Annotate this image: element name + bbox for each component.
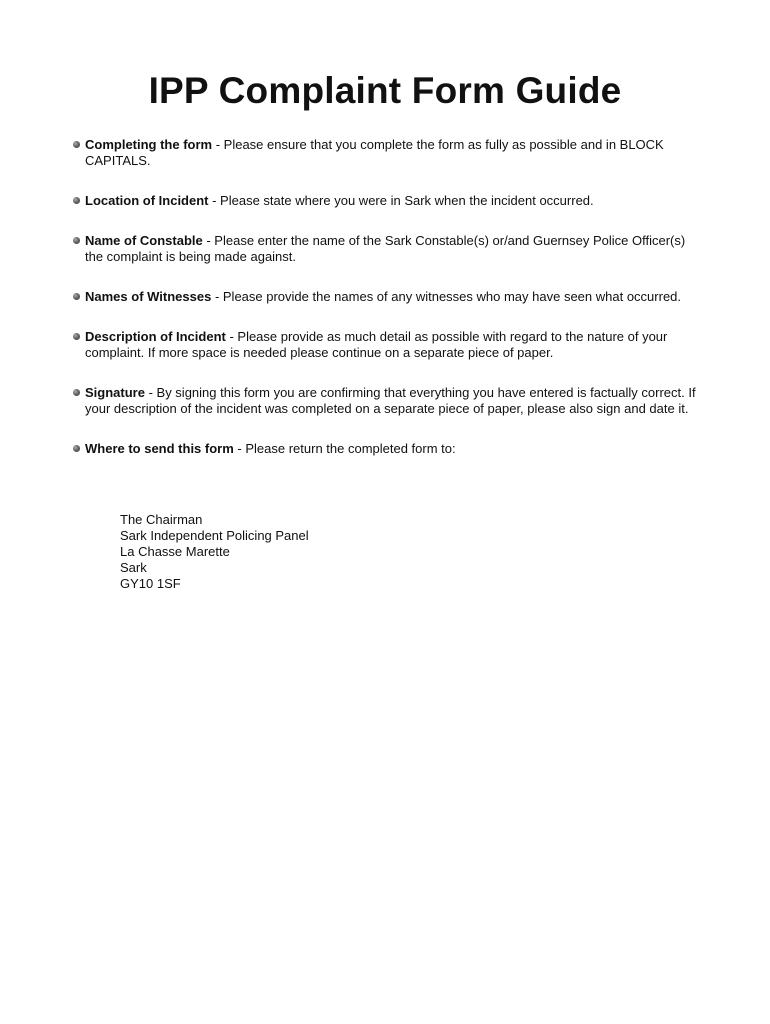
item-text: - Please return the completed form to: [233,441,456,456]
list-item-location-of-incident [72,193,702,209]
page-title: IPP Complaint Form Guide [148,70,622,111]
list-item-description-of-incident [72,329,702,361]
item-text: - Please ensure that you complete the form as fully as possible and in BLOCK CAPITALS. [85,137,664,168]
postal-address [120,512,309,592]
bullet-icon [73,293,80,300]
item-label: Name of Constable [85,233,203,248]
bullet-icon [73,141,80,148]
item-text: - Please provide the names of any witnesses who may have seen what occurred. [211,289,682,304]
item-text: - Please provide as much detail as possible with regard to the nature of your complaint. If more space is needed please continue on a separate piece of paper. [85,329,668,360]
list-item-names-of-witnesses [72,289,702,305]
address-line-island: Sark [120,560,147,575]
bullet-icon [73,333,80,340]
item-label: Signature [85,385,145,400]
guide-list [72,137,702,481]
address-line-street: La Chasse Marette [120,544,230,559]
item-label: Description of Incident [85,329,226,344]
item-text: - Please state where you were in Sark when the incident occurred. [208,193,594,208]
bullet-icon [73,445,80,452]
item-label: Completing the form [85,137,213,152]
item-label: Location of Incident [85,193,209,208]
address-line-organisation: Sark Independent Policing Panel [120,528,309,543]
list-item-signature [72,385,702,417]
bullet-icon [73,389,80,396]
item-text: - By signing this form you are confirming that everything you have entered is factually correct. If your description of the incident was completed on a separate piece of paper, please also sign and date it. [85,385,696,416]
item-label: Names of Witnesses [85,289,212,304]
list-item-completing-the-form [72,137,702,169]
bullet-icon [73,237,80,244]
list-item-where-to-send [72,441,702,457]
address-line-recipient: The Chairman [120,512,203,527]
item-label: Where to send this form [85,441,234,456]
address-line-postcode: GY10 1SF [120,576,181,591]
item-text: - Please enter the name of the Sark Constable(s) or/and Guernsey Police Officer(s) the complaint is being made against. [85,233,686,264]
bullet-icon [73,197,80,204]
list-item-name-of-constable [72,233,702,265]
